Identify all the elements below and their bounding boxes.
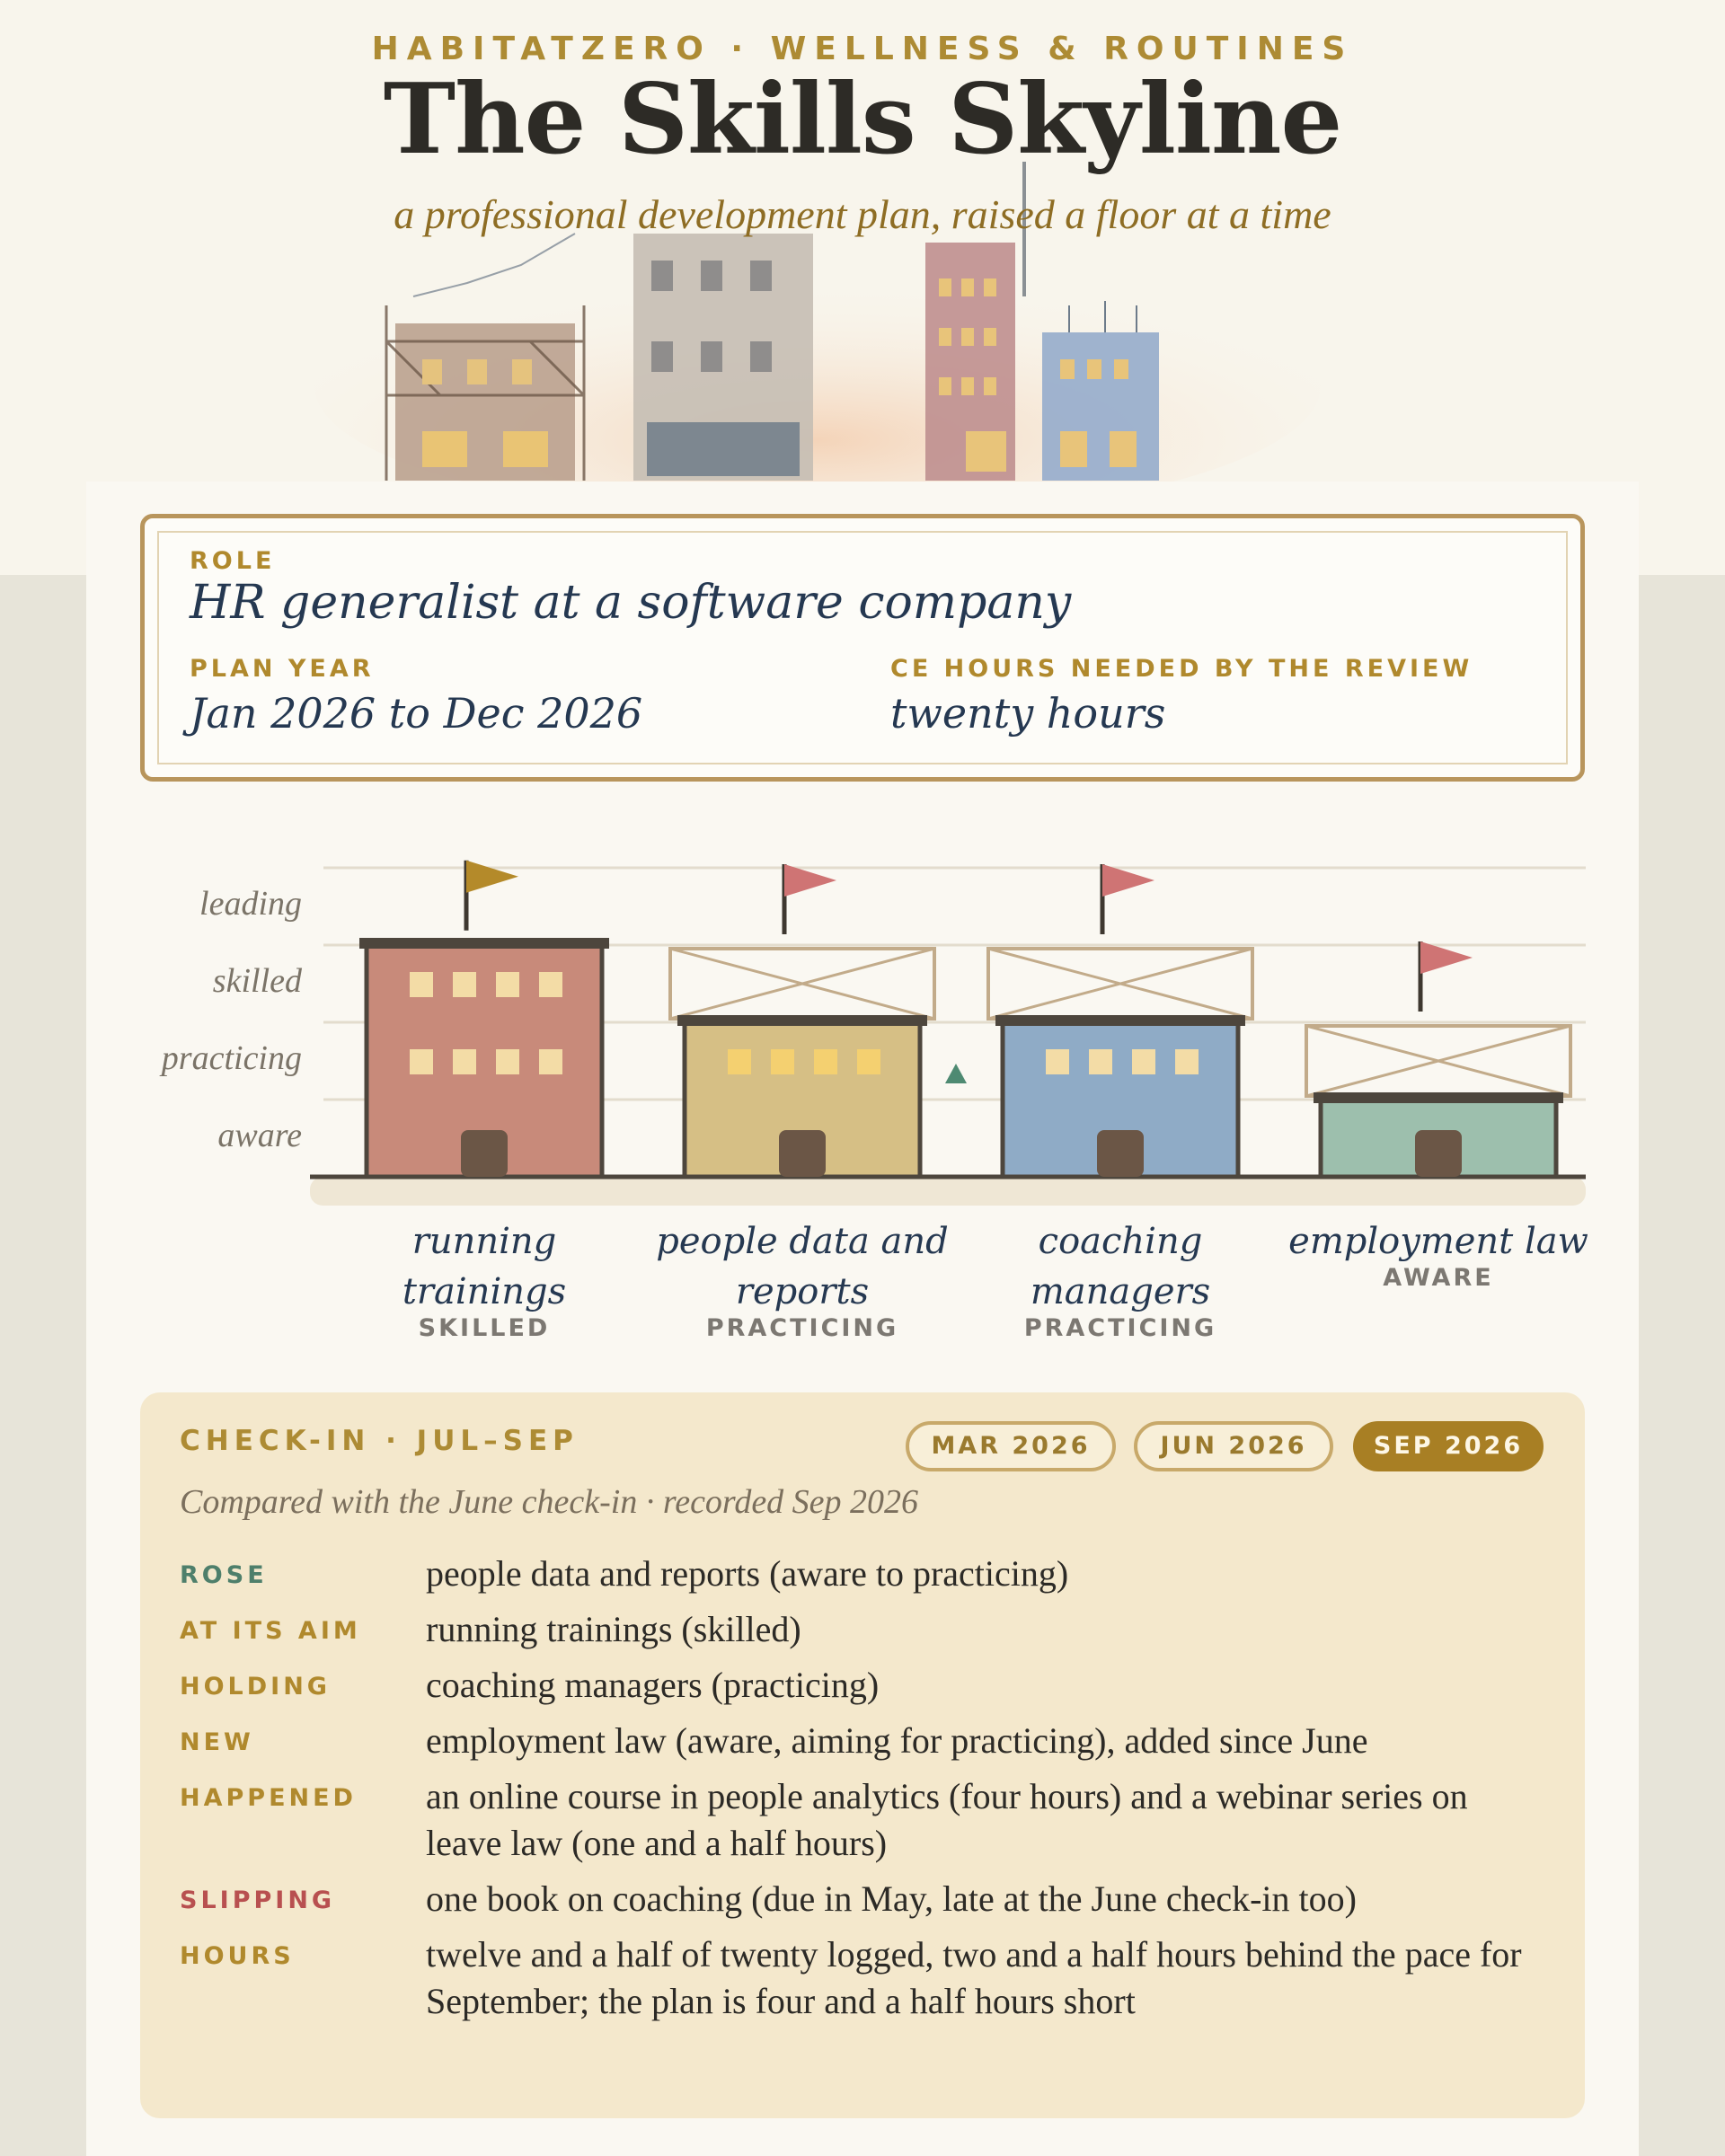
building-level-running-trainings: SKILLED — [418, 1314, 551, 1342]
roof-people-data-and-reports — [677, 1015, 927, 1026]
checkin-row-label: HOLDING — [180, 1673, 331, 1701]
role-value: HR generalist at a software company — [190, 576, 1072, 630]
window-people-data-and-reports — [728, 1049, 751, 1074]
window-running-trainings — [453, 1049, 476, 1074]
checkin-note: Compared with the June check-in · recorded Sep 2026 — [180, 1483, 919, 1521]
window-coaching-managers — [1175, 1049, 1199, 1074]
building-name-people-data-and-reports: reports — [735, 1271, 870, 1312]
window-running-trainings — [410, 972, 433, 997]
building-name-people-data-and-reports: people data and — [656, 1221, 949, 1262]
plan-details-box — [140, 514, 1585, 782]
window-running-trainings — [453, 972, 476, 997]
building-name-coaching-managers: managers — [1030, 1271, 1211, 1312]
ce-hours-value: twenty hours — [890, 689, 1166, 738]
level-label-skilled: skilled — [212, 962, 302, 1000]
tab-mar-2026[interactable]: MAR 2026 — [906, 1421, 1116, 1471]
checkin-row-text: one book on coaching (due in May, late at the June check-in too) — [426, 1878, 1357, 1919]
window-running-trainings — [496, 1049, 519, 1074]
skills-skyline-chart — [144, 844, 1599, 1365]
building-level-coaching-managers: PRACTICING — [1023, 1314, 1217, 1342]
checkin-row-label: AT ITS AIM — [180, 1617, 361, 1645]
tab-sep-2026[interactable]: SEP 2026 — [1353, 1421, 1544, 1471]
page-subtitle: a professional development plan, raised a floor at a time — [394, 191, 1331, 237]
checkin-row-text: an online course in people analytics (four hours) and a webinar series on leave law (one and a half hours) — [426, 1776, 1468, 1863]
checkin-row-text: people data and reports (aware to practicing) — [426, 1553, 1069, 1594]
checkin-row-text: coaching managers (practicing) — [426, 1665, 880, 1705]
window-coaching-managers — [1132, 1049, 1155, 1074]
ground-strip — [310, 1177, 1586, 1206]
building-name-employment-law: employment law — [1288, 1221, 1588, 1262]
window-running-trainings — [496, 972, 519, 997]
door-running-trainings — [461, 1130, 508, 1177]
door-employment-law — [1415, 1130, 1462, 1177]
checkin-row-text: running trainings (skilled) — [426, 1609, 801, 1649]
page-title: The Skills Skyline — [383, 63, 1342, 176]
rose-marker-people-data-and-reports — [945, 1064, 967, 1083]
building-name-coaching-managers: coaching — [1038, 1221, 1203, 1262]
role-label: ROLE — [190, 547, 276, 575]
window-people-data-and-reports — [771, 1049, 794, 1074]
checkin-row-label: HOURS — [180, 1942, 295, 1970]
target-flag-running-trainings — [466, 861, 518, 893]
plan-year-label: PLAN YEAR — [190, 655, 375, 683]
checkin-row-label: NEW — [180, 1728, 254, 1756]
brand-kicker: HABITATZERO · WELLNESS & ROUTINES — [371, 31, 1354, 67]
level-label-leading: leading — [199, 885, 302, 923]
checkin-row-text: employment law (aware, aiming for practicing), added since June — [426, 1720, 1368, 1761]
plan-year-value: Jan 2026 to Dec 2026 — [190, 689, 643, 738]
building-level-people-data-and-reports: PRACTICING — [705, 1314, 899, 1342]
level-label-practicing: practicing — [161, 1039, 302, 1077]
window-people-data-and-reports — [814, 1049, 837, 1074]
window-running-trainings — [410, 1049, 433, 1074]
tab-jun-2026[interactable]: JUN 2026 — [1134, 1421, 1333, 1471]
checkin-panel — [140, 1392, 1585, 2118]
level-label-aware: aware — [217, 1117, 302, 1154]
building-name-running-trainings: trainings — [402, 1271, 567, 1312]
checkin-title: CHECK-IN · JUL–SEP — [180, 1425, 579, 1457]
roof-coaching-managers — [995, 1015, 1245, 1026]
roof-running-trainings — [359, 938, 609, 949]
ce-hours-label: CE HOURS NEEDED BY THE REVIEW — [890, 655, 1473, 683]
window-people-data-and-reports — [857, 1049, 880, 1074]
window-coaching-managers — [1089, 1049, 1112, 1074]
checkin-row-label: SLIPPING — [180, 1886, 336, 1914]
checkin-row-text: twelve and a half of twenty logged, two and a half hours behind the pace for September; the plan is four and a half hours short — [426, 1934, 1522, 2021]
roof-employment-law — [1314, 1092, 1563, 1103]
building-level-employment-law: AWARE — [1383, 1264, 1494, 1292]
window-running-trainings — [539, 972, 562, 997]
window-running-trainings — [539, 1049, 562, 1074]
checkin-row-label: HAPPENED — [180, 1784, 357, 1812]
door-coaching-managers — [1097, 1130, 1144, 1177]
window-coaching-managers — [1046, 1049, 1069, 1074]
building-name-running-trainings: running — [411, 1221, 557, 1262]
door-people-data-and-reports — [779, 1130, 826, 1177]
checkin-row-label: ROSE — [180, 1561, 268, 1589]
